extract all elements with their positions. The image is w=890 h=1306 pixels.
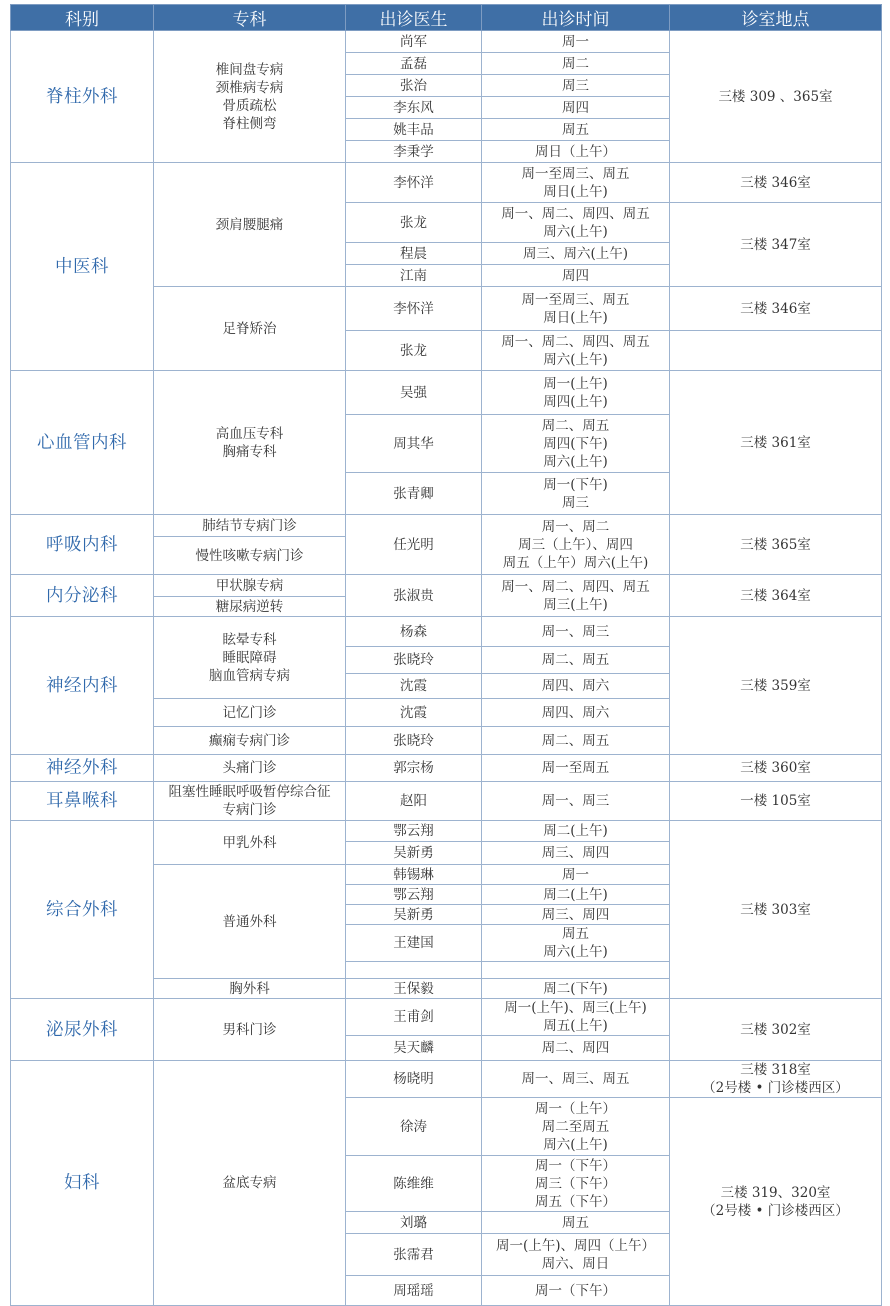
table-cell: 杨晓明 [346, 1061, 482, 1098]
table-cell: 眩晕专科 睡眠障碍 脑血管病专病 [154, 617, 346, 699]
table-cell: 周三 [482, 75, 670, 97]
table-cell: 张晓玲 [346, 727, 482, 755]
table-cell: 张晓玲 [346, 647, 482, 674]
table-cell: 张青卿 [346, 473, 482, 515]
header-row [11, 5, 882, 31]
table-row [11, 515, 882, 537]
header-specialty: 专科 [154, 5, 346, 31]
table-row [11, 1061, 882, 1098]
table-cell: 周一至周三、周五 周日(上午) [482, 287, 670, 331]
department-cell: 神经外科 [11, 755, 154, 782]
table-cell: 吴天麟 [346, 1036, 482, 1061]
table-cell: 周一、周三、周五 [482, 1061, 670, 1098]
table-cell: 三楼 319、320室 （2号楼 • 门诊楼西区） [670, 1098, 882, 1306]
clinic-schedule-table [10, 4, 882, 1306]
table-cell: 姚丰品 [346, 119, 482, 141]
table-cell: 沈霞 [346, 674, 482, 699]
table-cell: 一楼 105室 [670, 782, 882, 821]
table-cell: 周二、周五 [482, 727, 670, 755]
table-cell: 周四、周六 [482, 674, 670, 699]
table-cell: 三楼 361室 [670, 371, 882, 515]
table-cell: 三楼 303室 [670, 821, 882, 999]
table-cell: 盆底专病 [154, 1061, 346, 1306]
table-cell [670, 331, 882, 371]
table-cell: 头痛门诊 [154, 755, 346, 782]
table-cell: 周二、周五 [482, 647, 670, 674]
header-department: 科别 [11, 5, 154, 31]
table-cell: 慢性咳嗽专病门诊 [154, 537, 346, 575]
table-cell: 周二(上午) [482, 885, 670, 905]
table-cell: 陈维维 [346, 1156, 482, 1212]
table-row [11, 755, 882, 782]
department-cell: 神经内科 [11, 617, 154, 755]
table-cell: 糖尿病逆转 [154, 597, 346, 617]
table-cell: 王保毅 [346, 979, 482, 999]
table-cell: 三楼 360室 [670, 755, 882, 782]
table-cell: 周五 周六(上午) [482, 925, 670, 962]
table-cell: 刘璐 [346, 1212, 482, 1234]
table-cell: 周一（上午） 周二至周五 周六(上午) [482, 1098, 670, 1156]
table-cell: 周二(上午) [482, 821, 670, 842]
table-row [11, 575, 882, 597]
table-row [11, 617, 882, 647]
table-cell: 周一、周二 周三（上午）、周四 周五（上午）周六(上午) [482, 515, 670, 575]
table-row [11, 371, 882, 415]
table-cell: 周二 [482, 53, 670, 75]
department-cell: 妇科 [11, 1061, 154, 1306]
table-cell: 张霈君 [346, 1234, 482, 1276]
table-cell: 李秉学 [346, 141, 482, 163]
table-cell: 鄂云翔 [346, 885, 482, 905]
table-cell: 周瑶瑶 [346, 1276, 482, 1306]
table-cell: 周五 [482, 1212, 670, 1234]
table-cell: 普通外科 [154, 865, 346, 979]
table-cell: 胸外科 [154, 979, 346, 999]
table-cell: 周一(下午) 周三 [482, 473, 670, 515]
table-cell: 周一(上午)、周四（上午） 周六、周日 [482, 1234, 670, 1276]
header-doctor: 出诊医生 [346, 5, 482, 31]
table-cell: 吴强 [346, 371, 482, 415]
table-cell: 肺结节专病门诊 [154, 515, 346, 537]
table-cell: 程晨 [346, 243, 482, 265]
table-cell: 三楼 365室 [670, 515, 882, 575]
table-cell: 李怀洋 [346, 163, 482, 203]
table-cell: 张龙 [346, 331, 482, 371]
table-cell: 周一(上午) 周四(上午) [482, 371, 670, 415]
table-cell: 郭宗杨 [346, 755, 482, 782]
table-cell: 周三、周四 [482, 905, 670, 925]
table-cell: 周日（上午） [482, 141, 670, 163]
table-cell: 周一至周五 [482, 755, 670, 782]
table-cell: 周一 [482, 31, 670, 53]
table-cell: 张龙 [346, 203, 482, 243]
table-row [11, 31, 882, 53]
table-cell: 尚军 [346, 31, 482, 53]
schedule-body [11, 31, 882, 1306]
department-cell: 心血管内科 [11, 371, 154, 515]
table-cell: 赵阳 [346, 782, 482, 821]
table-cell: 三楼 347室 [670, 203, 882, 287]
table-cell: 周一(上午)、周三(上午) 周五(上午) [482, 999, 670, 1036]
department-cell: 耳鼻喉科 [11, 782, 154, 821]
table-cell: 吴新勇 [346, 842, 482, 865]
table-cell: 周四、周六 [482, 699, 670, 727]
table-cell: 男科门诊 [154, 999, 346, 1061]
table-cell: 周三、周四 [482, 842, 670, 865]
table-cell: 王甫剑 [346, 999, 482, 1036]
department-cell: 综合外科 [11, 821, 154, 999]
table-cell: 三楼 359室 [670, 617, 882, 755]
table-cell: 甲状腺专病 [154, 575, 346, 597]
table-row [11, 999, 882, 1036]
table-cell: 周二、周四 [482, 1036, 670, 1061]
header-time: 出诊时间 [482, 5, 670, 31]
table-cell: 三楼 309 、365室 [670, 31, 882, 163]
table-cell: 周五 [482, 119, 670, 141]
table-cell: 三楼 318室 （2号楼 • 门诊楼西区） [670, 1061, 882, 1098]
table-cell: 三楼 346室 [670, 163, 882, 203]
table-cell: 杨森 [346, 617, 482, 647]
table-cell: 李怀洋 [346, 287, 482, 331]
table-cell: 周一 [482, 865, 670, 885]
department-cell: 脊柱外科 [11, 31, 154, 163]
table-cell: 周一至周三、周五 周日(上午) [482, 163, 670, 203]
department-cell: 内分泌科 [11, 575, 154, 617]
table-cell: 周二、周五 周四(下午) 周六(上午) [482, 415, 670, 473]
table-cell [482, 962, 670, 979]
table-row [11, 782, 882, 821]
table-cell: 李东风 [346, 97, 482, 119]
table-cell: 足脊矫治 [154, 287, 346, 371]
table-cell: 吴新勇 [346, 905, 482, 925]
table-cell: 韩锡琳 [346, 865, 482, 885]
table-cell: 阻塞性睡眠呼吸暂停综合征 专病门诊 [154, 782, 346, 821]
table-cell: 任光明 [346, 515, 482, 575]
table-cell: 周一、周三 [482, 617, 670, 647]
table-cell: 周一、周二、周四、周五 周六(上午) [482, 331, 670, 371]
table-row [11, 163, 882, 203]
table-cell: 癫痫专病门诊 [154, 727, 346, 755]
department-cell: 呼吸内科 [11, 515, 154, 575]
table-cell: 张淑贵 [346, 575, 482, 617]
table-cell: 三楼 364室 [670, 575, 882, 617]
table-cell: 颈肩腰腿痛 [154, 163, 346, 287]
table-cell: 周一（下午） [482, 1276, 670, 1306]
department-cell: 中医科 [11, 163, 154, 371]
table-cell: 高血压专科 胸痛专科 [154, 371, 346, 515]
table-cell: 张治 [346, 75, 482, 97]
table-cell: 徐涛 [346, 1098, 482, 1156]
table-cell: 周四 [482, 265, 670, 287]
header-room: 诊室地点 [670, 5, 882, 31]
table-cell: 椎间盘专病 颈椎病专病 骨质疏松 脊柱侧弯 [154, 31, 346, 163]
table-cell: 周四 [482, 97, 670, 119]
table-cell: 周一、周三 [482, 782, 670, 821]
table-cell: 王建国 [346, 925, 482, 962]
table-cell: 周三、周六(上午) [482, 243, 670, 265]
table-cell: 周一、周二、周四、周五 周六(上午) [482, 203, 670, 243]
department-cell: 泌尿外科 [11, 999, 154, 1061]
table-cell: 沈霞 [346, 699, 482, 727]
table-cell: 周其华 [346, 415, 482, 473]
table-cell: 三楼 346室 [670, 287, 882, 331]
table-cell: 三楼 302室 [670, 999, 882, 1061]
table-cell: 周一、周二、周四、周五 周三(上午) [482, 575, 670, 617]
table-cell: 鄂云翔 [346, 821, 482, 842]
table-cell: 江南 [346, 265, 482, 287]
table-cell: 孟磊 [346, 53, 482, 75]
table-cell: 周一（下午） 周三（下午） 周五（下午） [482, 1156, 670, 1212]
table-cell: 周二(下午) [482, 979, 670, 999]
table-row [11, 821, 882, 842]
table-cell [346, 962, 482, 979]
table-cell: 甲乳外科 [154, 821, 346, 865]
table-cell: 记忆门诊 [154, 699, 346, 727]
